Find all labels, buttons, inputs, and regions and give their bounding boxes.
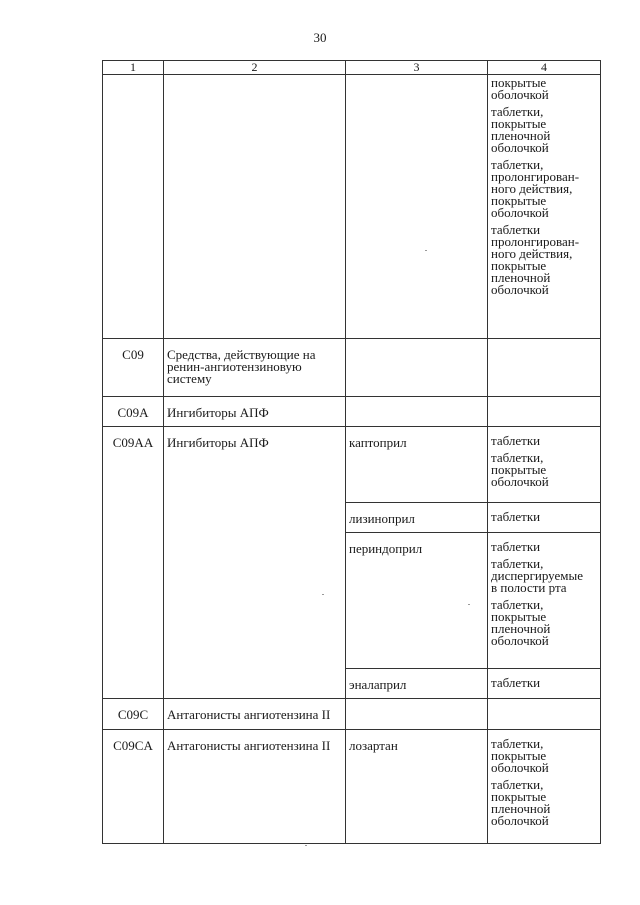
scan-speck (305, 845, 307, 846)
inn-name: периндоприл (346, 533, 488, 669)
inn-name: каптоприл (346, 427, 488, 503)
atc-code: C09AA (103, 427, 164, 699)
dosage-form: таблетки, покрытые пленочной оболочкой (491, 597, 551, 648)
dosage-form: покрытые оболочкой (491, 75, 549, 102)
dosage-form: таблетки, покрытые пленочной оболочкой (491, 777, 551, 828)
dosage-form: таблетки пролонгирован- ного действия, покрытые пленочной оболочкой (491, 222, 580, 297)
header-col-1: 1 (103, 61, 164, 75)
scan-speck (468, 604, 470, 605)
dosage-form: таблетки (491, 539, 541, 554)
header-col-3: 3 (346, 61, 488, 75)
code-cell (103, 75, 164, 339)
dosage-forms-cell (488, 339, 601, 397)
group-name-cell (164, 75, 346, 339)
inn-name: эналаприл (346, 669, 488, 699)
group-name: Антагонисты ангиотензина II (164, 730, 346, 844)
page-number: 30 (313, 30, 327, 45)
dosage-forms-cell (488, 397, 601, 427)
inn-cell (346, 75, 488, 339)
inn-name: лизиноприл (346, 503, 488, 533)
dosage-forms-cell (488, 730, 601, 844)
dosage-forms-cell (488, 427, 601, 503)
table-header-row (103, 61, 601, 75)
scan-speck (322, 594, 324, 595)
inn-cell (346, 339, 488, 397)
medicine-table (102, 60, 601, 844)
dosage-forms-cell (488, 669, 601, 699)
dosage-form: таблетки, пролонгирован- ного действия, покрытые оболочкой (491, 157, 580, 220)
table-row (103, 699, 601, 730)
atc-code: C09 (103, 339, 164, 397)
atc-code: C09A (103, 397, 164, 427)
dosage-form: таблетки (491, 675, 541, 690)
dosage-form: таблетки, покрытые оболочкой (491, 736, 549, 775)
group-name: Антагонисты ангиотензина II (164, 699, 346, 730)
header-col-2: 2 (164, 61, 346, 75)
atc-code: C09CA (103, 730, 164, 844)
group-name: Ингибиторы АПФ (164, 397, 346, 427)
table-row (103, 730, 601, 844)
inn-cell (346, 699, 488, 730)
inn-name: лозартан (346, 730, 488, 844)
dosage-form: таблетки, покрытые оболочкой (491, 450, 549, 489)
scan-speck (425, 250, 427, 251)
table-row (103, 427, 601, 503)
inn-cell (346, 397, 488, 427)
dosage-forms-cell (488, 503, 601, 533)
table-row (103, 75, 601, 339)
dosage-form: таблетки, покрытые пленочной оболочкой (491, 104, 551, 155)
table-row (103, 339, 601, 397)
dosage-form: таблетки (491, 433, 541, 448)
group-name: Средства, действующие на ренин-ангиотензиновую систему (164, 339, 346, 397)
dosage-form: таблетки (491, 509, 541, 524)
dosage-forms-cell (488, 533, 601, 669)
dosage-forms-cell (488, 75, 601, 339)
header-col-4: 4 (488, 61, 601, 75)
table-row (103, 397, 601, 427)
dosage-form: таблетки, диспергируемые в полости рта (491, 556, 584, 595)
atc-code: C09C (103, 699, 164, 730)
dosage-forms-cell (488, 699, 601, 730)
group-name: Ингибиторы АПФ (164, 427, 346, 699)
